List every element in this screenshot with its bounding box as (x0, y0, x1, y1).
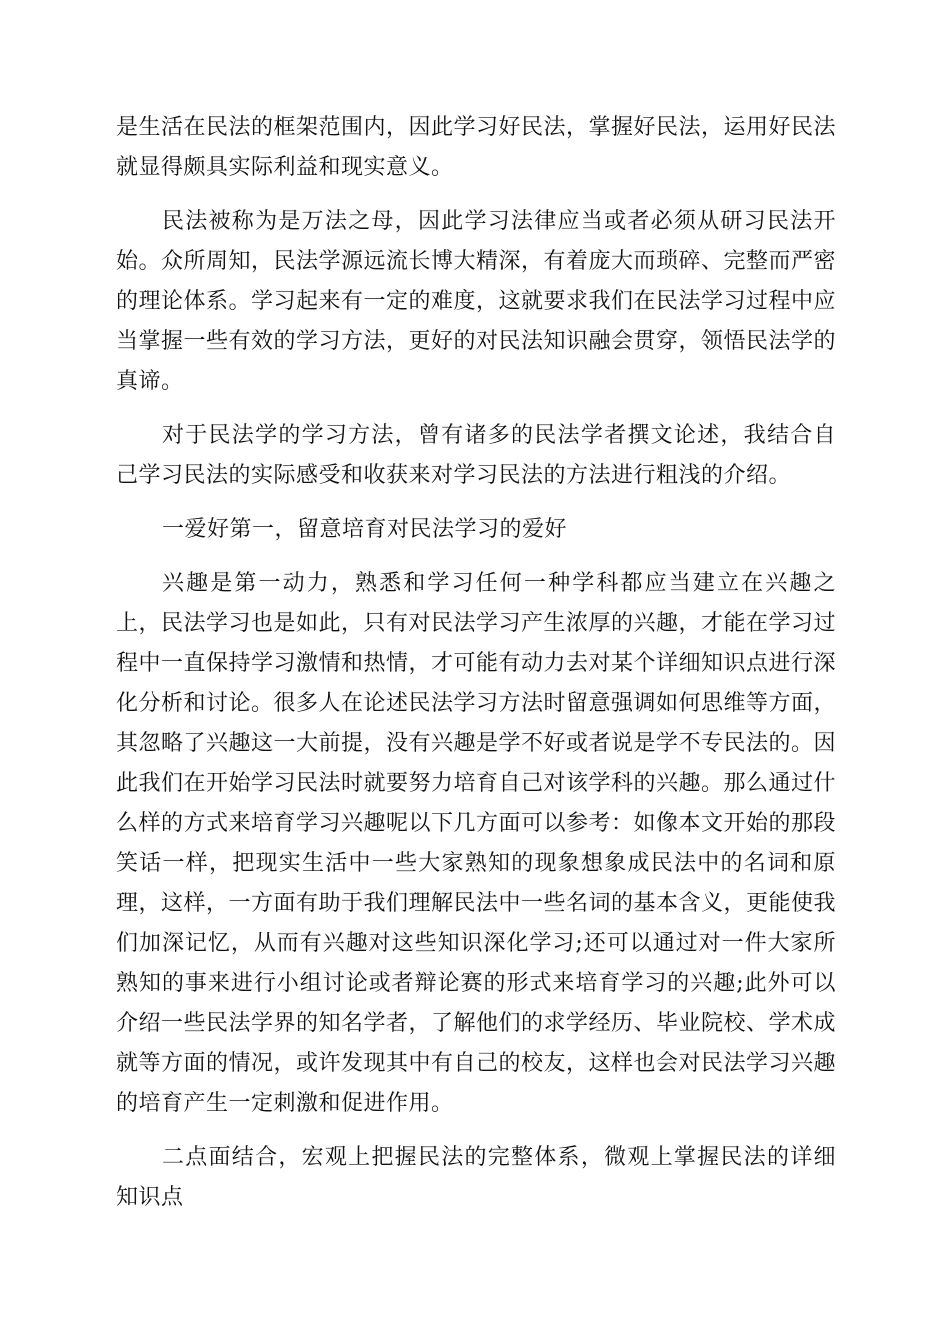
section-heading-interest: 一爱好第一，留意培育对民法学习的爱好 (162, 517, 568, 542)
paragraph-civil-law-mother: 民法被称为是万法之母，因此学习法律应当或者必须从研习民法开始。众所周知，民法学源远流长博大精深，有着庞大而琐碎、完整而严密的理论体系。学习起来有一定的难度，这就要求我们在民法学习过程中应当掌握一些有效的学习方法，更好的对民法知识融会贯穿，领悟民法学的真谛。 (116, 209, 837, 394)
paragraph-interest-details: 兴趣是第一动力，熟悉和学习任何一种学科都应当建立在兴趣之上，民法学习也是如此，只有对民法学习产生浓厚的兴趣，才能在学习过程中一直保持学习激情和热情，才可能有动力去对某个详细知识点进行深化分析和讨论。很多人在论述民法学习方法时留意强调如何思维等方面，其忽略了兴趣这一大前提，没有兴趣是学不好或者说是学不专民法的。因此我们在开始学习民法时就要努力培育自己对该学科的兴趣。那么通过什么样的方式来培育学习兴趣呢以下几方面可以参考：如像本文开始的那段笑话一样，把现实生活中一些大家熟知的现象想象成民法中的名词和原理，这样，一方面有助于我们理解民法中一些名词的基本含义，更能使我们加深记忆，从而有兴趣对这些知识深化学习;还可以通过对一件大家所熟知的事来进行小组讨论或者辩论赛的形式来培育学习的兴趣;此外可以介绍一些民法学界的知名学者，了解他们的求学经历、毕业院校、学术成就等方面的情况，或许发现其中有自己的校友，这样也会对民法学习兴趣的培育产生一定刺激和促进作用。 (116, 571, 837, 1116)
paragraph-continuation: 是生活在民法的框架范围内，因此学习好民法，掌握好民法，运用好民法就显得颇具实际利益和现实意义。 (116, 115, 837, 180)
document-body (116, 108, 836, 1232)
paragraph-study-methods-intro: 对于民法学的学习方法，曾有诸多的民法学者撰文论述，我结合自己学习民法的实际感受和收获来对学习民法的方法进行粗浅的介绍。 (116, 423, 836, 488)
section-heading-point-and-surface: 二点面结合，宏观上把握民法的完整体系，微观上掌握民法的详细知识点 (116, 1145, 836, 1210)
